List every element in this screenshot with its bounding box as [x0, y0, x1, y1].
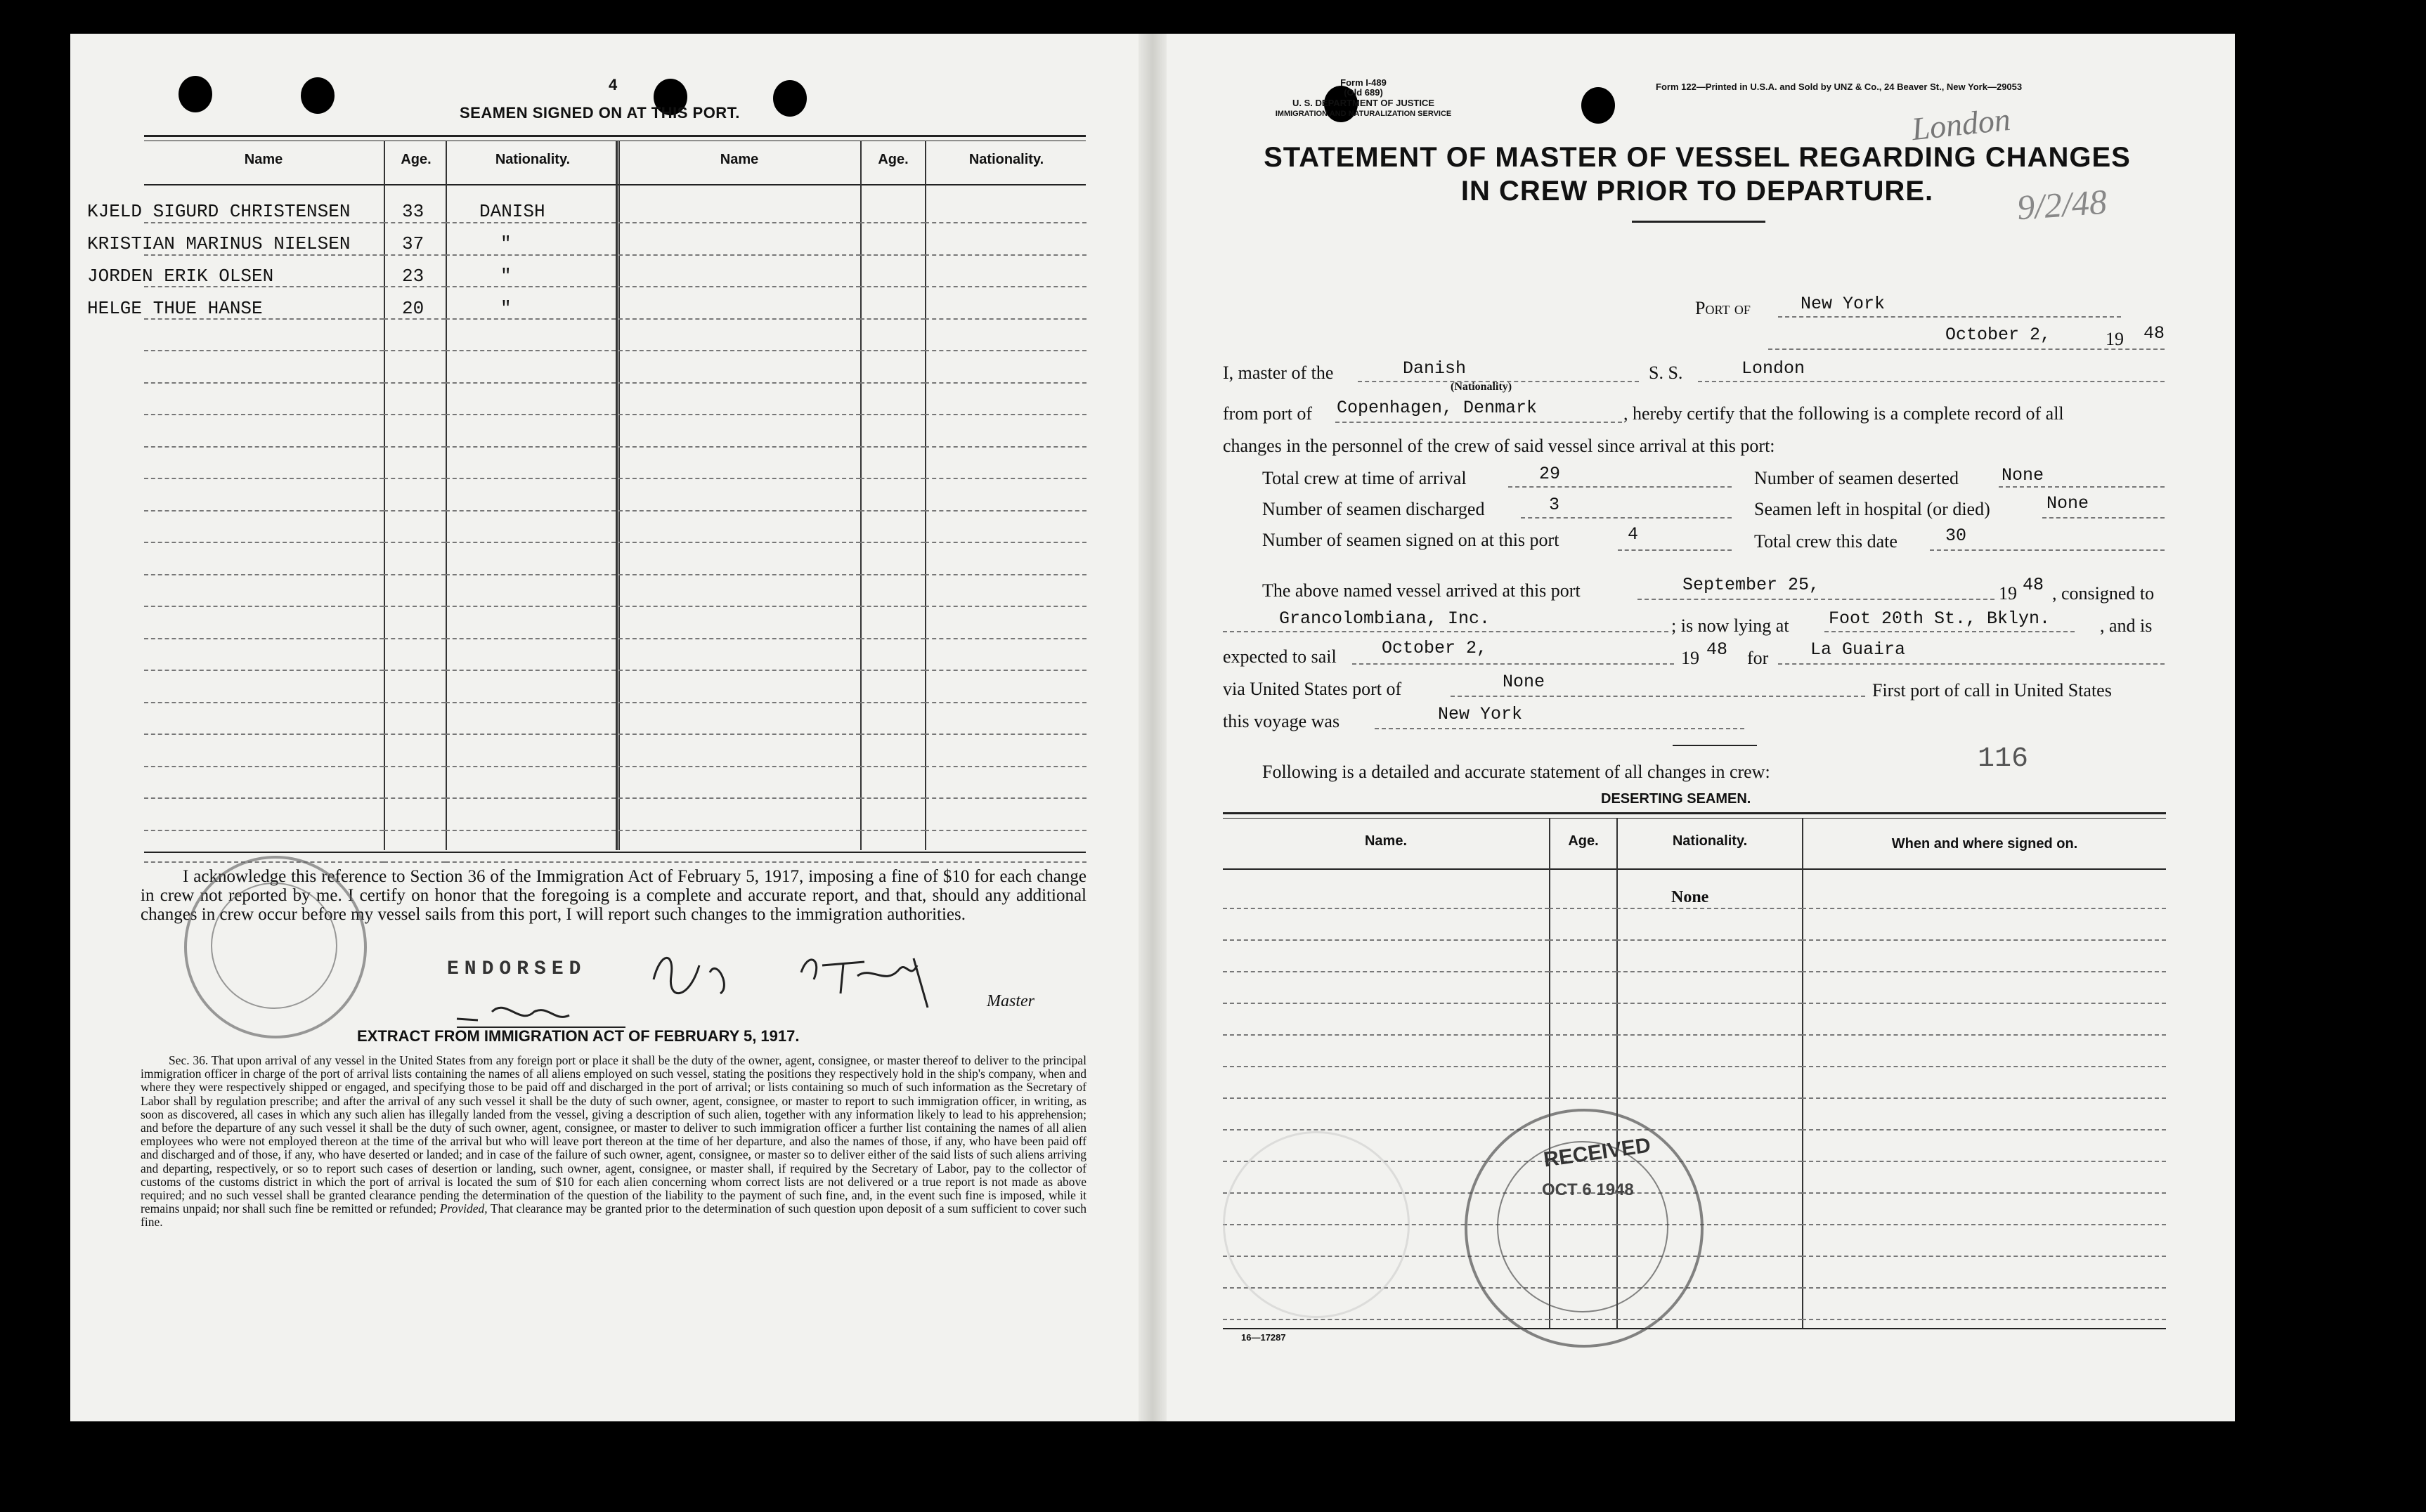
row-rule [618, 350, 860, 351]
row-rule [1549, 1003, 1616, 1004]
col-divider [384, 141, 385, 850]
row-rule [1223, 971, 1549, 972]
row-rule [925, 510, 1086, 511]
row-rule [618, 478, 860, 479]
seaman-age: 23 [402, 266, 424, 287]
deserted-line [1999, 486, 2165, 488]
seaman-nationality: " [500, 266, 512, 287]
col-divider [446, 141, 447, 850]
col-signed-on: When and where signed on. [1891, 836, 2078, 852]
punch-hole [301, 77, 335, 114]
nationality-caption: (Nationality) [1451, 381, 1512, 393]
row-rule [144, 638, 384, 639]
row-rule [860, 702, 925, 703]
lying-line [1824, 631, 2075, 632]
hospital-line [2042, 517, 2165, 519]
row-rule [384, 382, 446, 384]
expected-value: October 2, [1382, 638, 1488, 658]
col-name-1: Name [244, 152, 283, 167]
row-rule [618, 542, 860, 543]
row-rule [384, 510, 446, 511]
row-rule [144, 830, 384, 831]
row-rule [1549, 1066, 1616, 1067]
form-number: Form I-489 [1340, 77, 1387, 88]
row-rule [618, 797, 860, 799]
lying-value: Foot 20th St., Bklyn. [1829, 608, 2051, 629]
row-rule [925, 286, 1086, 287]
extract-lead: Sec. 36. [169, 1053, 209, 1067]
signed-on-label: Number of seamen signed on at this port [1262, 530, 1559, 550]
row-rule [860, 797, 925, 799]
col-age: Age. [1568, 833, 1599, 849]
row-rule [618, 861, 860, 863]
deserting-title: DESERTING SEAMEN. [1601, 791, 1751, 807]
row-rule [1802, 908, 2166, 909]
nationality-value: Danish [1403, 358, 1467, 379]
col-age-2: Age. [878, 152, 909, 167]
row-rule [384, 766, 446, 767]
col-age-1: Age. [401, 152, 432, 167]
row-rule [1802, 1034, 2166, 1036]
row-rule [925, 861, 1086, 863]
year-suffix: 48 [2143, 323, 2165, 344]
row-rule [384, 222, 446, 223]
row-rule [144, 606, 384, 607]
extract-end: That clearance may be granted prior to the determination of such question upon deposit of a sum sufficient to cover such fine. [141, 1201, 1087, 1230]
discharged-label: Number of seamen discharged [1262, 499, 1485, 519]
row-rule [446, 318, 616, 320]
row-rule [1616, 971, 1802, 972]
row-rule [860, 222, 925, 223]
received-stamp-date: OCT 6 1948 [1542, 1180, 1634, 1199]
total-date-label: Total crew this date [1754, 531, 1898, 552]
row-rule [384, 861, 446, 863]
row-rule [1549, 908, 1616, 909]
section-title: SEAMEN SIGNED ON AT THIS PORT. [460, 104, 740, 122]
row-rule [1802, 1319, 2166, 1320]
row-rule [1223, 908, 1549, 909]
via-line [1451, 696, 1865, 697]
for-line [1778, 663, 2165, 665]
port-label: Port of [1695, 298, 1751, 318]
row-rule [618, 510, 860, 511]
row-rule [618, 830, 860, 831]
row-rule [1802, 939, 2166, 941]
row-rule [1802, 1256, 2166, 1257]
row-rule [446, 446, 616, 448]
footer-code: 16—17287 [1241, 1332, 1286, 1343]
col-nationality: Nationality. [1672, 833, 1748, 849]
seaman-nationality: " [500, 298, 512, 319]
row-rule [446, 254, 616, 256]
row-rule [925, 542, 1086, 543]
row-rule [446, 702, 616, 703]
signed-on-line [1618, 549, 1732, 551]
port-line [1778, 316, 2121, 318]
row-rule [144, 222, 384, 223]
year-prefix: 19 [2106, 329, 2124, 349]
from-port-label: from port of [1223, 403, 1313, 424]
discharged-line [1521, 517, 1732, 519]
row-rule [446, 286, 616, 287]
row-rule [860, 318, 925, 320]
row-rule [384, 797, 446, 799]
row-rule [618, 286, 860, 287]
row-rule [925, 638, 1086, 639]
expected-line [1352, 663, 1674, 665]
row-rule [618, 766, 860, 767]
row-rule [144, 446, 384, 448]
row-rule [1802, 971, 2166, 972]
expected-year-prefix: 19 [1681, 648, 1699, 668]
row-rule [925, 702, 1086, 703]
row-rule [384, 670, 446, 671]
row-rule [446, 222, 616, 223]
row-rule [446, 606, 616, 607]
officer-initials [450, 991, 633, 1033]
row-rule [144, 382, 384, 384]
via-label: via United States port of [1223, 679, 1402, 699]
row-rule [384, 638, 446, 639]
port-stamp-inner [211, 882, 337, 1009]
row-rule [446, 542, 616, 543]
endorsed-stamp: ENDORSED [447, 958, 587, 980]
row-rule [925, 446, 1086, 448]
row-rule [860, 382, 925, 384]
first-port-label: First port of call in United States [1872, 680, 2112, 700]
row-rule [618, 222, 860, 223]
row-rule [860, 670, 925, 671]
for-label: for [1747, 648, 1769, 668]
arrived-value: September 25, [1682, 575, 1820, 595]
row-rule [925, 478, 1086, 479]
row-rule [144, 510, 384, 511]
from-port-value: Copenhagen, Denmark [1337, 398, 1538, 418]
row-rule [446, 478, 616, 479]
form-title-line2: IN CREW PRIOR TO DEPARTURE. [1460, 176, 1934, 207]
row-rule [860, 350, 925, 351]
row-rule [446, 734, 616, 735]
row-rule [1802, 1003, 2166, 1004]
row-rule [1616, 1066, 1802, 1067]
certify-text: , hereby certify that the following is a complete record of all [1623, 403, 2064, 424]
row-rule [144, 766, 384, 767]
col-name-2: Name [720, 152, 759, 167]
row-rule [446, 670, 616, 671]
ss-label: S. S. [1649, 363, 1683, 383]
received-stamp-text: RECEIVED [1542, 1133, 1652, 1172]
short-rule [1673, 745, 1757, 746]
signed-on-value: 4 [1628, 524, 1639, 545]
arrived-year: 48 [2023, 575, 2044, 595]
row-rule [618, 702, 860, 703]
row-rule [384, 478, 446, 479]
voyage-value: New York [1438, 704, 1523, 724]
department: U. S. DEPARTMENT OF JUSTICE [1292, 98, 1434, 108]
row-rule [384, 574, 446, 575]
row-rule [860, 766, 925, 767]
page-gutter [1139, 34, 1167, 1421]
table-bottom-rule [144, 852, 1086, 853]
expected-label: expected to sail [1223, 646, 1337, 667]
row-rule [1802, 1287, 2166, 1289]
row-rule [1616, 1034, 1802, 1036]
row-rule [144, 350, 384, 351]
row-rule [925, 414, 1086, 415]
following-label: Following is a detailed and accurate statement of all changes in crew: [1262, 762, 1770, 782]
for-value: La Guaira [1810, 639, 1906, 660]
row-rule [860, 254, 925, 256]
row-rule [384, 702, 446, 703]
handwritten-number: 116 [1978, 743, 2029, 775]
row-rule [860, 606, 925, 607]
extract-title: EXTRACT FROM IMMIGRATION ACT OF FEBRUARY 5, 1917. [357, 1027, 800, 1045]
row-rule [1549, 1034, 1616, 1036]
row-rule [925, 670, 1086, 671]
row-rule [1802, 1097, 2166, 1099]
col-divider [1802, 818, 1803, 1328]
row-rule [446, 510, 616, 511]
row-rule [925, 254, 1086, 256]
seaman-nationality: DANISH [479, 201, 545, 222]
table-top-rule [144, 135, 1086, 137]
row-rule [925, 318, 1086, 320]
row-rule [144, 542, 384, 543]
row-rule [860, 478, 925, 479]
extract-body [141, 1054, 1086, 1230]
row-rule [446, 830, 616, 831]
row-rule [1802, 1129, 2166, 1130]
row-rule [1616, 908, 1802, 909]
ship-line [1698, 381, 2165, 382]
total-arrival-value: 29 [1539, 464, 1561, 484]
row-rule [1223, 939, 1549, 941]
seaman-name: KJELD SIGURD CHRISTENSEN [87, 201, 351, 222]
row-rule [618, 734, 860, 735]
master-label: Master [987, 992, 1034, 1010]
col-nationality-2: Nationality. [968, 152, 1044, 167]
total-arrival-line [1508, 486, 1732, 488]
row-rule [925, 606, 1086, 607]
faint-stamp [1223, 1131, 1410, 1318]
seaman-age: 20 [402, 298, 424, 319]
row-rule [144, 797, 384, 799]
col-divider [925, 141, 926, 850]
extract-text: That upon arrival of any vessel in the United States from any foreign port or place it shall be the duty of the owner, agent, consignee, or master thereof to deliver to the principal immigration officer in charge of the port of arrival lists containing the names of all aliens employed on such vessel, stating the positions they respectively hold in the ship's company, when and where they were respectively shipped or engaged, and specifying those to be paid off and discharged in the port of arrival; or lists containing so much of such information as the Secretary of Labor shall by regulation prescribe; and after the arrival of any such vessel it shall be the duty of such owner, agent, consignee, or master to report to such immigration officer, in writing, as soon as discovered, all cases in which any such alien has illegally landed from the vessel, giving a description of such alien, together with any information likely to lead to his apprehension; and before the departure of any such vessel it shall be the duty of such owner, agent, consignee, or master to deliver to such immigration officer a further list containing the names of all alien employees who were not employed thereon at the time of the arrival but who will leave port thereon at the time of her departure, and also the names of those, if any, who have been paid off and discharged and of those, if any, who have deserted or landed; and in case of the failure of such owner, agent, consignee, or master so to deliver either of the said lists of such aliens arriving and departing, respectively, or so to report such cases of desertion or landing, such owner, agent, consignee, or master shall, if required by the Secretary of Labor, pay to the collector of customs of the customs district in which the port of arrival is located the sum of $10 for each alien concerning whom correct lists are not delivered or a true report is not made as above required; and no such vessel shall be granted clearance pending the determination of the question of the liability to the payment of such fine, and, in the event such fine is imposed, while it remains unpaid; nor shall such fine be remitted or refunded; [141, 1053, 1086, 1216]
ship-name: London [1741, 358, 1805, 379]
form-title-line1: STATEMENT OF MASTER OF VESSEL REGARDING CHANGES [1264, 142, 2131, 173]
row-rule [860, 638, 925, 639]
total-date-line [1930, 549, 2165, 551]
row-rule [925, 797, 1086, 799]
row-rule [925, 382, 1086, 384]
row-rule [1549, 939, 1616, 941]
row-rule [144, 574, 384, 575]
header-rule [144, 184, 1086, 185]
arrived-line [1637, 599, 1994, 600]
row-rule [618, 414, 860, 415]
seaman-age: 33 [402, 201, 424, 222]
row-rule [1616, 1097, 1802, 1099]
consigned-label: , consigned to [2052, 583, 2155, 604]
row-rule [1223, 1066, 1549, 1067]
consignee-line [1223, 631, 1668, 632]
row-rule [446, 797, 616, 799]
hospital-value: None [2046, 493, 2089, 514]
row-rule [860, 830, 925, 831]
row-rule [860, 446, 925, 448]
row-rule [446, 766, 616, 767]
row-rule [384, 446, 446, 448]
date-value: October 2, [1945, 325, 2051, 345]
row-rule [1223, 1319, 1549, 1320]
deserting-top-rule [1223, 812, 2166, 814]
row-rule [384, 414, 446, 415]
row-rule [384, 606, 446, 607]
punch-hole [773, 80, 807, 117]
col-divider [616, 141, 618, 850]
row-rule [384, 350, 446, 351]
voyage-line [1375, 728, 1744, 729]
expected-year: 48 [1706, 639, 1728, 660]
deserting-entry: None [1671, 888, 1709, 906]
row-rule [860, 542, 925, 543]
row-rule [384, 542, 446, 543]
hospital-label: Seamen left in hospital (or died) [1754, 499, 1990, 519]
row-rule [618, 606, 860, 607]
row-rule [860, 734, 925, 735]
deserted-label: Number of seamen deserted [1754, 468, 1959, 488]
discharged-value: 3 [1549, 495, 1560, 515]
row-rule [925, 574, 1086, 575]
row-rule [144, 702, 384, 703]
punch-hole [1581, 87, 1615, 124]
row-rule [860, 286, 925, 287]
master-signature [633, 937, 970, 1015]
row-rule [925, 830, 1086, 831]
acknowledgement-text: I acknowledge this reference to Section 36 of the Immigration Act of February 5, 1917, imposing a fine of $10 for each change in crew not reported by me. I certify on honor that the foregoing is a complete and accurate report, and that, should any additional changes in crew occur before my vessel sails from this port, I will report such changes to the immigration authorities. [141, 867, 1086, 924]
deserting-bottom-rule [1223, 1328, 2166, 1329]
row-rule [144, 734, 384, 735]
row-rule [1802, 1066, 2166, 1067]
row-rule [384, 734, 446, 735]
arrived-year-prefix: 19 [1999, 583, 2017, 604]
col-nationality-1: Nationality. [495, 152, 571, 167]
seaman-name: JORDEN ERIK OLSEN [87, 266, 274, 287]
row-rule [860, 574, 925, 575]
certify-text-2: changes in the personnel of the crew of said vessel since arrival at this port: [1223, 436, 1775, 456]
voyage-label: this voyage was [1223, 711, 1340, 731]
col-divider [860, 141, 862, 850]
lying-label: ; is now lying at [1671, 615, 1789, 636]
from-port-line [1335, 422, 1622, 423]
and-is: , and is [2100, 615, 2153, 636]
row-rule [446, 574, 616, 575]
row-rule [144, 414, 384, 415]
row-rule [446, 638, 616, 639]
deserting-header-rule [1223, 868, 2166, 870]
form-old: (Old 689) [1344, 87, 1383, 98]
row-rule [618, 446, 860, 448]
row-rule [446, 350, 616, 351]
row-rule [144, 478, 384, 479]
row-rule [446, 414, 616, 415]
row-rule [1223, 1129, 1549, 1130]
seaman-name: HELGE THUE HANSE [87, 298, 263, 319]
row-rule [925, 734, 1086, 735]
row-rule [860, 510, 925, 511]
row-rule [618, 382, 860, 384]
row-rule [1549, 971, 1616, 972]
row-rule [618, 318, 860, 320]
row-rule [446, 861, 616, 863]
row-rule [925, 222, 1086, 223]
col-divider [618, 141, 620, 850]
deserted-value: None [2002, 465, 2044, 485]
row-rule [144, 670, 384, 671]
row-rule [618, 638, 860, 639]
row-rule [618, 670, 860, 671]
consignee-value: Grancolombiana, Inc. [1279, 608, 1491, 629]
row-rule [446, 382, 616, 384]
row-rule [1616, 1003, 1802, 1004]
row-rule [1223, 1003, 1549, 1004]
extract-proviso: Provided, [439, 1201, 488, 1216]
via-value: None [1503, 672, 1545, 692]
service: IMMIGRATION AND NATURALIZATION SERVICE [1275, 110, 1452, 118]
row-rule [1549, 1097, 1616, 1099]
seaman-age: 37 [402, 233, 424, 254]
row-rule [1223, 1034, 1549, 1036]
total-arrival-label: Total crew at time of arrival [1262, 468, 1467, 488]
row-rule [1616, 939, 1802, 941]
handwritten-date: 9/2/48 [2016, 181, 2108, 228]
row-rule [1223, 1097, 1549, 1099]
row-rule [1802, 1192, 2166, 1194]
arrived-label: The above named vessel arrived at this port [1262, 580, 1581, 601]
punch-hole [179, 76, 212, 112]
title-underline [1632, 221, 1765, 223]
row-rule [384, 830, 446, 831]
deserting-top-rule-thin [1223, 818, 2166, 819]
row-rule [925, 766, 1086, 767]
row-rule [860, 861, 925, 863]
col-name: Name. [1364, 833, 1408, 849]
row-rule [860, 414, 925, 415]
port-value: New York [1801, 294, 1886, 314]
page-number: 4 [609, 76, 618, 93]
date-line [1768, 348, 2165, 350]
row-rule [1802, 1161, 2166, 1162]
row-rule [618, 574, 860, 575]
seaman-nationality: " [500, 233, 512, 254]
printer-note: Form 122—Printed in U.S.A. and Sold by UNZ & Co., 24 Beaver St., New York—29053 [1656, 82, 2023, 92]
row-rule [618, 254, 860, 256]
row-rule [925, 350, 1086, 351]
handwritten-ship-name: London [1909, 100, 2012, 148]
row-rule [1802, 1224, 2166, 1225]
master-label: I, master of the [1223, 363, 1334, 383]
seaman-name: KRISTIAN MARINUS NIELSEN [87, 233, 351, 254]
total-date-value: 30 [1945, 526, 1967, 546]
